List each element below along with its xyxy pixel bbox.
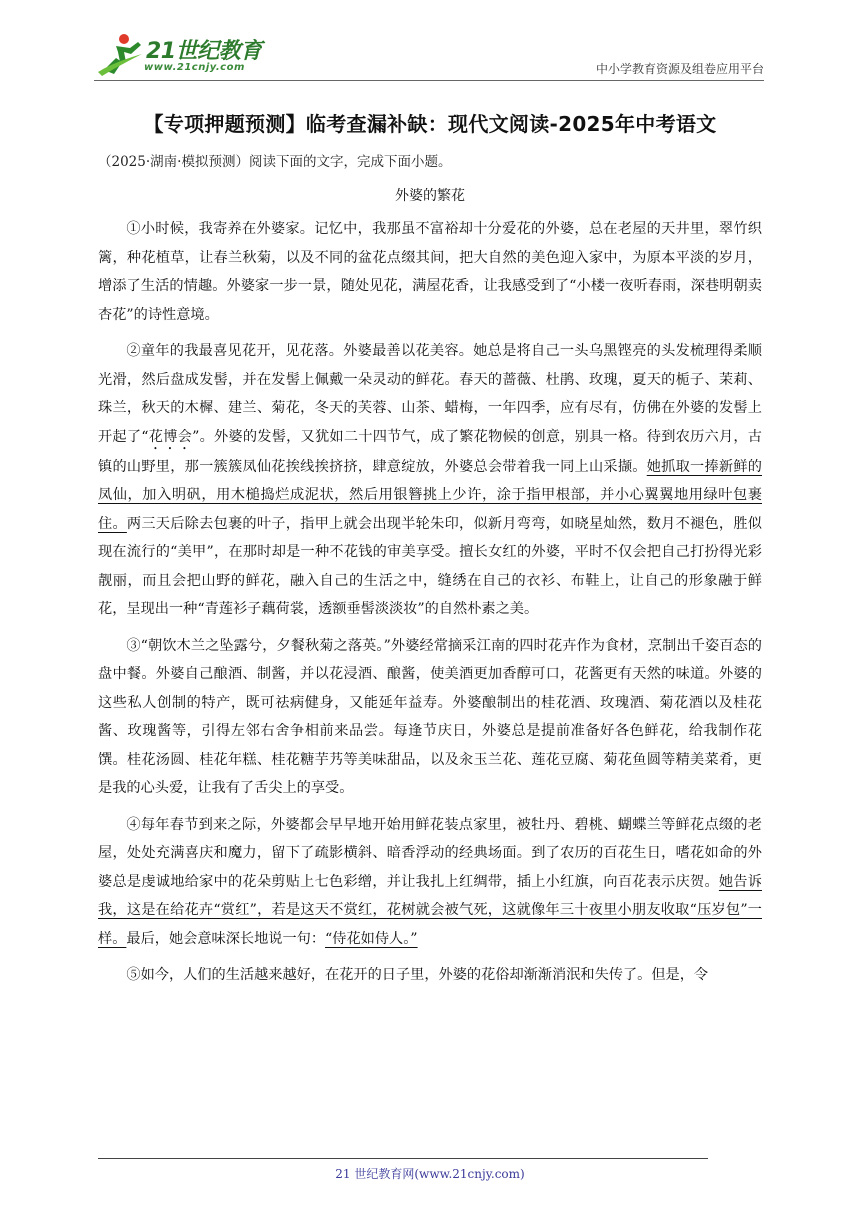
paragraph-2 xyxy=(98,337,762,624)
page-header xyxy=(94,30,764,82)
logo-text: 21世纪教育 xyxy=(146,39,262,64)
article-title: 外婆的繁花 xyxy=(395,188,465,204)
platform-name: 中小学教育资源及组卷应用平台 xyxy=(595,62,764,76)
paragraph-1: ①小时候，我寄养在外婆家。记忆中，我那虽不富裕却十分爱花的外婆，总在老屋的天井里，翠竹织篱，种花植草，让春兰秋菊，以及不同的盆花点缀其间，把大自然的美色迎入家中，为原本平淡的岁月，增添了生活的情趣。外婆家一步一景，随处见花，满屋花香，让我感受到了“小楼一夜听春雨，深巷明朝卖杏花”的诗性意境。 xyxy=(98,221,762,323)
paragraph-2-text-a: ②童年的我最喜见花开，见花落。外婆最善以花美容。她总是将自己一头乌黑铿亮的头发梳理得柔顺光滑，然后盘成发髻，并在发髻上佩戴一朵灵动的鲜花。春天的蔷薇、杜鹃、玫瑰，夏天的栀子、茉莉、珠兰，秋天的木樨、建兰、菊花，冬天的芙蓉、山茶、蜡梅，一年四季，应有尽有，仿佛在外婆的发髻上开起了“ xyxy=(98,343,762,445)
logo-url: www.21cnjy.com xyxy=(144,62,245,73)
underlined-quote: “侍花如侍人。” xyxy=(325,930,418,947)
question-source: （2025·湖南·模拟预测）阅读下面的文字，完成下面小题。 xyxy=(98,154,452,170)
paragraph-2-text-b: ”。外婆的发髻，又犹如二十四节气，成了繁花物候的创意，别具一格。待到农历六月，古镇的山野里，那一簇簇凤仙花挨线挨挤挤，肆意绽放，外婆总会带着我一同上山采撷。 xyxy=(98,428,762,475)
paragraph-2-text-c: 两三天后除去包裹的叶子，指甲上就会出现半轮朱印，似新月弯弯，如晓星灿然，数月不褪色，胜似现在流行的“美甲”，在那时却是一种不花钱的审美享受。擅长女红的外婆，平时不仅会把自己打扮得光彩靓丽，而且会把山野的鲜花，融入自己的生活之中，缝绣在自己的衣衫、布鞋上，让自己的形象融于鲜花，呈现出一种“青莲衫子藕荷裳，透额垂髻淡淡妆”的自然朴素之美。 xyxy=(98,515,762,617)
paragraph-5: ⑤如今，人们的生活越来越好，在花开的日子里，外婆的花俗却渐渐消泯和失传了。但是，令 xyxy=(126,967,709,983)
paragraph-3: ③“朝饮木兰之坠露兮，夕餐秋菊之落英。”外婆经常摘采江南的四时花卉作为食材，烹制出千姿百态的盘中餐。外婆自己酿酒、制酱，并以花浸酒、酿酱，使美酒更加香醇可口，花酱更有天然的味道。外婆的这些私人创制的特产，既可祛病健身，又能延年益寿。外婆酿制出的桂花酒、玫瑰酒、菊花酒以及桂花酱、玫瑰酱等，引得左邻右舍争相前来品尝。每逢节庆日，外婆总是提前准备好各色鲜花，给我制作花馔。桂花汤圆、桂花年糕、桂花糖芋艿等美味甜品，以及汆玉兰花、莲花豆腐、菊花鱼圆等精美菜肴，更是我的心头爱，让我有了舌尖上的享受。 xyxy=(98,637,762,796)
footer-divider xyxy=(98,1158,708,1159)
underlined-sentence-2: 她告诉我，这是在给花卉“赏红”，若是这天不赏红，花树就会被气死，这就像年三十夜里小朋友收取“压岁包”一样。 xyxy=(98,873,762,947)
document-title: 【专项押题预测】临考查漏补缺：现代文阅读-2025年中考语文 xyxy=(143,112,717,136)
runner-logo-icon xyxy=(94,32,146,78)
paragraph-4-text-a: ④每年春节到来之际，外婆都会早早地开始用鲜花装点家里，被牡丹、碧桃、蝴蝶兰等鲜花点缀的老屋，处处充满喜庆和魔力，留下了疏影横斜、暗香浮动的经典场面。到了农历的百花生日，嗜花如命的外婆总是虔诚地给家中的花朵剪贴上七色彩缯，并让我扎上红绸带，插上小红旗，向百花表示庆贺。 xyxy=(98,816,762,890)
article-body xyxy=(98,215,762,998)
dotted-emphasis: 花博会 xyxy=(148,428,193,445)
paragraph-4-text-b: 最后，她会意味深长地说一句： xyxy=(126,930,326,947)
paragraph-4 xyxy=(98,811,762,954)
header-divider xyxy=(94,80,764,81)
page-footer: 21 世纪教育网(www.21cnjy.com) xyxy=(335,1167,525,1181)
logo xyxy=(94,32,269,78)
underlined-sentence-1: 她抓取一捧新鲜的凤仙，加入明矾，用木槌捣烂成泥状，然后用银簪挑上少许，涂于指甲根部，并小心翼翼地用绿叶包裹住。 xyxy=(98,458,762,532)
